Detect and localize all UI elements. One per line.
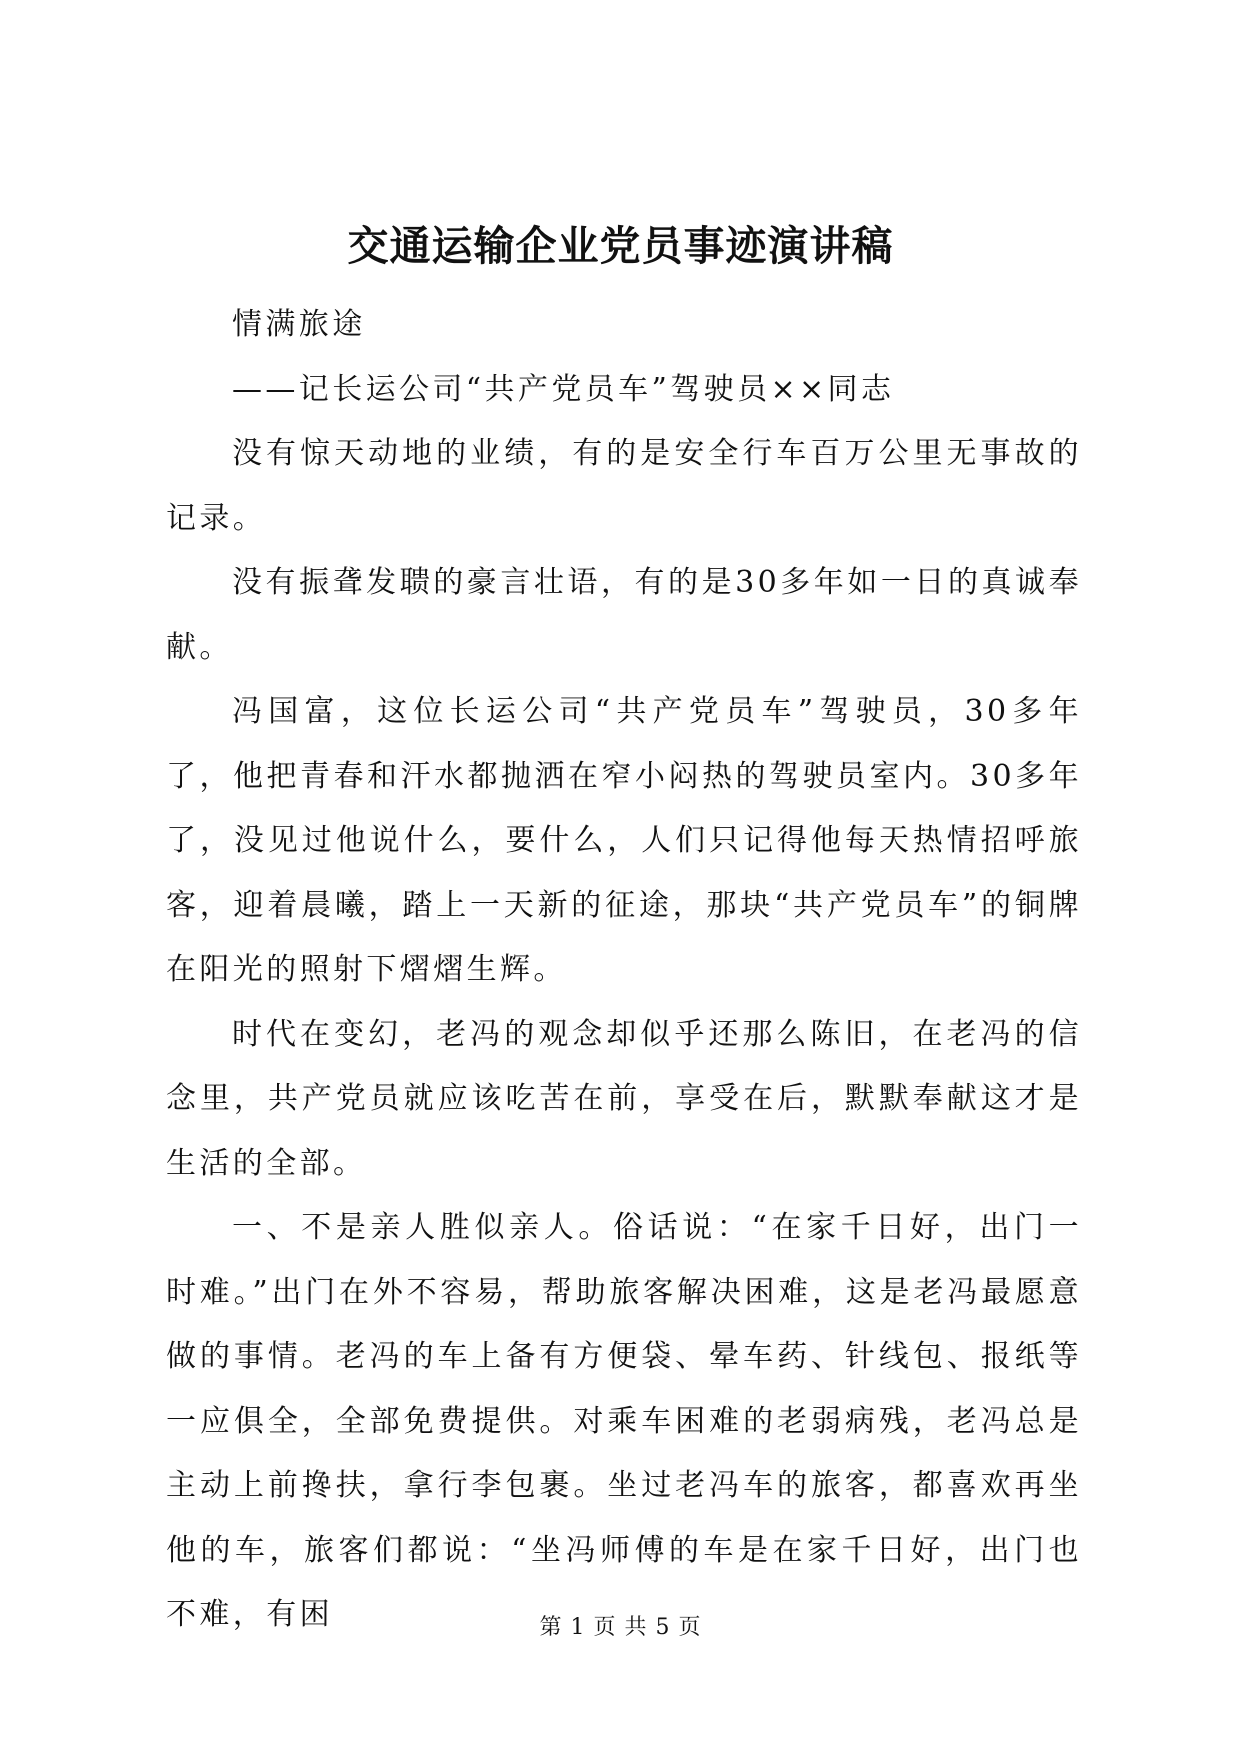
body-paragraph: 没有振聋发聩的豪言壮语，有的是30多年如一日的真诚奉献。 (166, 565, 1082, 665)
subtitle-paragraph: 情满旅途 (232, 307, 366, 342)
page-number-footer: 第 1 页 共 5 页 (539, 1615, 702, 1640)
byline-paragraph: ——记长运公司“共产党员车”驾驶员××同志 (232, 371, 895, 407)
body-paragraph: 时代在变幻，老冯的观念却似乎还那么陈旧，在老冯的信念里，共产党员就应该吃苦在前，享受在后，默默奉献这才是生活的全部。 (166, 1016, 1082, 1181)
body-paragraph: 一、不是亲人胜似亲人。俗话说：“在家千日好，出门一时难。”出门在外不容易，帮助旅客解决困难，这是老冯最愿意做的事情。老冯的车上备有方便袋、晕车药、针线包、报纸等一应俱全，全部免费提供。对乘车困难的老弱病残，老冯总是主动上前搀扶，拿行李包裹。坐过老冯车的旅客，都喜欢再坐他的车，旅客们都说：“坐冯师傅的车是在家千日好，出门也不难，有困 (166, 1210, 1082, 1632)
body-paragraph: 没有惊天动地的业绩，有的是安全行车百万公里无事故的记录。 (166, 436, 1082, 536)
body-paragraph: 冯国富，这位长运公司“共产党员车”驾驶员，30多年了，他把青春和汗水都抛洒在窄小闷热的驾驶员室内。30多年了，没见过他说什么，要什么，人们只记得他每天热情招呼旅客，迎着晨曦，踏上一天新的征途，那块“共产党员车”的铜牌在阳光的照射下熠熠生辉。 (166, 694, 1082, 987)
document-body (166, 293, 1082, 1648)
document-title: 交通运输企业党员事迹演讲稿 (347, 222, 894, 270)
